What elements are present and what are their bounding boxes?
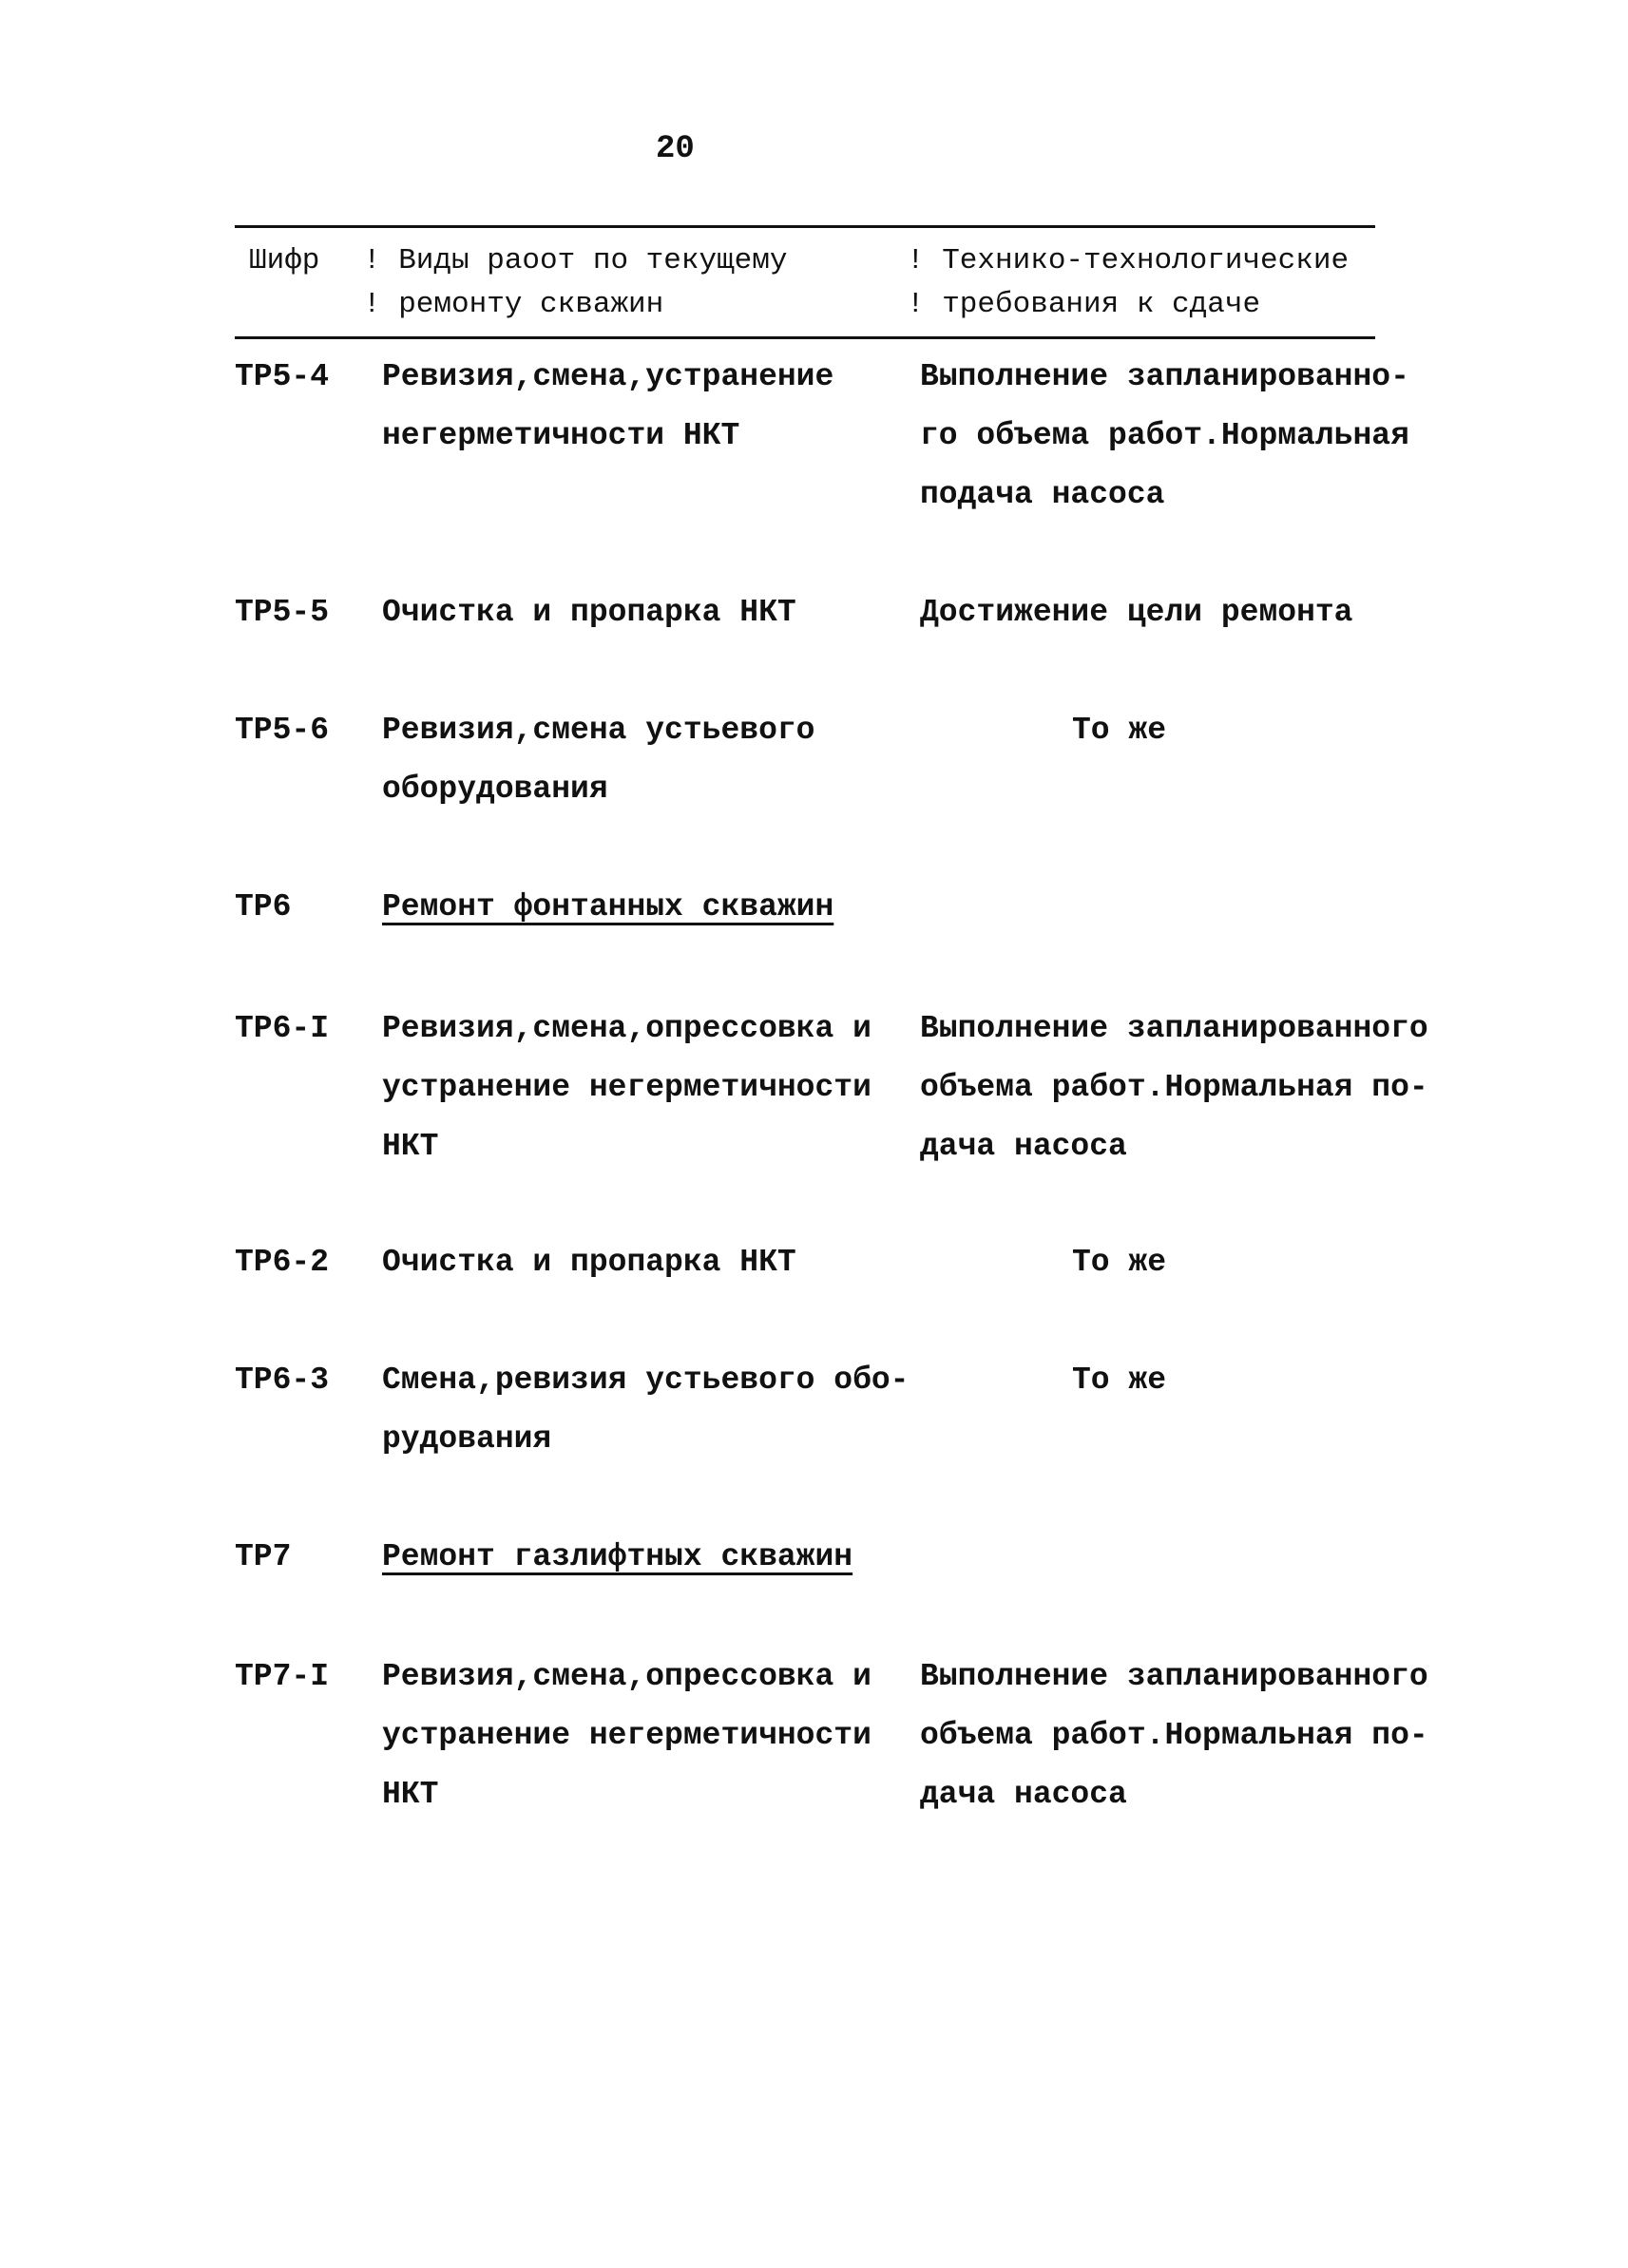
column-header-work-line2: ! ремонту скважин — [363, 288, 664, 321]
column-header-code: Шифр — [249, 244, 320, 277]
section-title: Ремонт фонтанных скважин — [382, 889, 834, 924]
row-requirement: Достижение цели ремонта — [920, 595, 1353, 630]
page-number: 20 — [656, 131, 695, 167]
row-work: Ревизия,смена,опрессовка и устранение негерметичности НКТ — [382, 1011, 871, 1164]
row-code: ТР5-6 — [235, 713, 330, 748]
table-top-rule — [235, 225, 1375, 228]
row-work: Ревизия,смена устьевого оборудования — [382, 713, 815, 807]
row-work: Очистка и пропарка НКТ — [382, 595, 796, 630]
row-work: Смена,ревизия устьевого обо- рудования — [382, 1363, 910, 1457]
section-code: ТР7 — [235, 1539, 292, 1574]
row-requirement: Выполнение запланированного объема работ.Нормальная по- дача насоса — [920, 1659, 1428, 1812]
column-header-req-line1: ! Технико-технологические — [907, 244, 1350, 277]
table-header-rule — [235, 336, 1375, 339]
column-header-req-line2: ! требования к сдаче — [907, 288, 1261, 321]
row-requirement: То же — [1072, 1245, 1167, 1280]
section-code: ТР6 — [235, 889, 292, 924]
column-header-work-types — [363, 239, 787, 327]
row-requirement: Выполнение запланированного объема работ.Нормальная по- дача насоса — [920, 1011, 1428, 1164]
column-header-requirements — [907, 239, 1349, 327]
row-code: ТР5-4 — [235, 359, 330, 394]
row-work: Ревизия,смена,опрессовка и устранение негерметичности НКТ — [382, 1659, 871, 1812]
column-header-work-line1: ! Виды раоот по текущему — [363, 244, 788, 277]
section-title: Ремонт газлифтных скважин — [382, 1539, 853, 1574]
row-code: ТР7-I — [235, 1659, 330, 1694]
row-code: ТР6-I — [235, 1011, 330, 1046]
row-work: Ревизия,смена,устранение негерметичности НКТ — [382, 359, 834, 453]
row-requirement: То же — [1072, 1363, 1167, 1398]
row-requirement: То же — [1072, 713, 1167, 748]
row-code: ТР6-2 — [235, 1245, 330, 1280]
row-code: ТР6-3 — [235, 1363, 330, 1398]
row-work: Очистка и пропарка НКТ — [382, 1245, 796, 1280]
row-requirement: Выполнение запланированно- го объема работ.Нормальная подача насоса — [920, 359, 1409, 512]
row-code: ТР5-5 — [235, 595, 330, 630]
